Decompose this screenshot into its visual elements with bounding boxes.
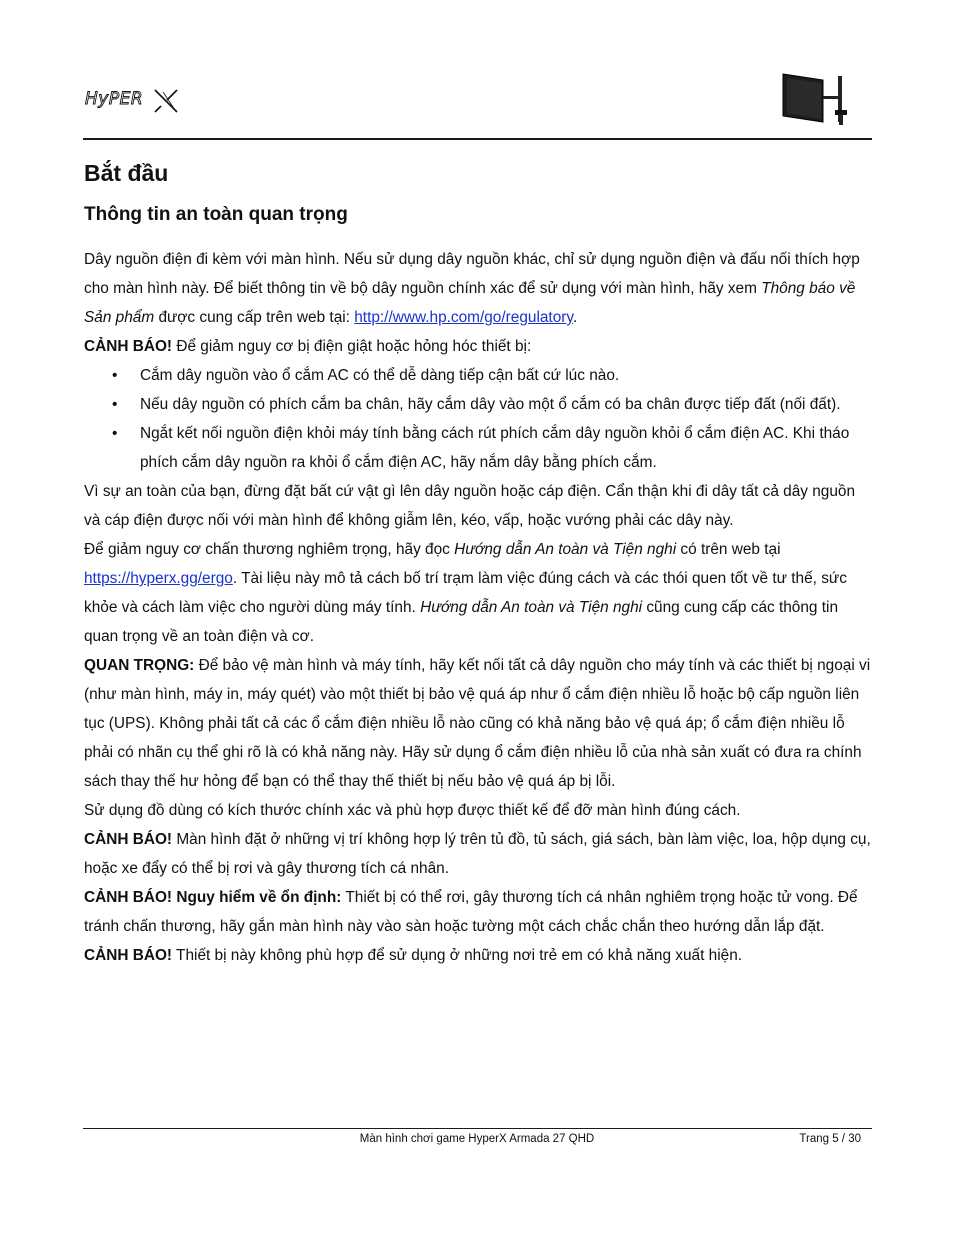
- italic-text: Hướng dẫn An toàn và Tiện nghi: [420, 599, 643, 616]
- document-body: [84, 245, 874, 970]
- list-item: • Nếu dây nguồn có phích cắm ba chân, hãy cắm dây vào một ổ cắm có ba chân được tiếp đất (nối đất).: [84, 390, 874, 419]
- text: Thiết bị có thể rơi, gây thương tích cá nhân nghiêm trọng hoặc tử vong. Để tránh chấn thương, hãy gắn màn hình này vào sàn hoặc tường một cách chắc chắn theo hướng dẫn lắp đặt.: [84, 889, 858, 935]
- section-title: Thông tin an toàn quan trọng: [84, 204, 348, 225]
- warning-label: CẢNH BÁO! Nguy hiểm về ổn định:: [84, 889, 342, 906]
- warning-label: CẢNH BÁO!: [84, 338, 173, 355]
- warning-electric-shock: [84, 332, 874, 361]
- paragraph-power-cord: [84, 245, 874, 332]
- text: Màn hình đặt ở những vị trí không hợp lý trên tủ đồ, tủ sách, giá sách, bàn làm việc, loa, hộp dụng cụ, hoặc xe đẩy có thể bị rơi và gây thương tích cá nhân.: [84, 831, 871, 877]
- paragraph-cable-safety: Vì sự an toàn của bạn, đừng đặt bất cứ vật gì lên dây nguồn hoặc cáp điện. Cẩn thận khi đi dây tất cả dây nguồn và cáp điện được nối với màn hình để không giẫm lên, kéo, vấp, hoặc vướng phải các dây này.: [84, 483, 856, 529]
- warning-label: CẢNH BÁO!: [84, 831, 173, 848]
- page-number: Trang 5 / 30: [799, 1133, 861, 1145]
- list-item: • Ngắt kết nối nguồn điện khỏi máy tính bằng cách rút phích cắm dây nguồn khỏi ổ cắm điện AC. Khi tháo phích cắm dây nguồn ra khỏi ổ cắm điện AC, hãy nắm dây bằng phích cắm.: [84, 419, 874, 477]
- paragraph-ergonomics: [84, 535, 874, 651]
- text: được cung cấp trên web tại:: [154, 309, 355, 326]
- paragraph-important: [84, 651, 874, 796]
- regulatory-link[interactable]: http://www.hp.com/go/regulatory: [354, 309, 573, 326]
- page-title: Bắt đầu: [84, 160, 169, 186]
- warning-children: [84, 941, 874, 970]
- text: Để giảm nguy cơ bị điện giật hoặc hỏng hóc thiết bị:: [172, 338, 532, 355]
- footer-title: Màn hình chơi game HyperX Armada 27 QHD: [359, 1133, 595, 1145]
- paragraph-furniture: Sử dụng đồ dùng có kích thước chính xác và phù hợp được thiết kế để đỡ màn hình đúng cách.: [84, 802, 741, 819]
- header-divider: [83, 138, 872, 140]
- bullet-list: [84, 361, 874, 477]
- text: Thiết bị này không phù hợp để sử dụng ở những nơi trẻ em có khả năng xuất hiện.: [172, 947, 743, 964]
- footer-divider: [83, 1128, 872, 1129]
- italic-text: Hướng dẫn An toàn và Tiện nghi: [454, 541, 677, 558]
- svg-text:HyPER: HyPER: [85, 89, 144, 109]
- italic-text: Thông báo về Sản phẩm: [84, 280, 856, 326]
- warning-stability: [84, 883, 874, 941]
- warning-placement: [84, 825, 874, 883]
- hyperx-logo-icon: [83, 80, 183, 121]
- list-item: • Cắm dây nguồn vào ổ cắm AC có thể dễ dàng tiếp cận bất cứ lúc nào.: [84, 361, 874, 390]
- text: .: [572, 309, 578, 326]
- text: cũng cung cấp các thông tin quan trọng về an toàn điện và cơ.: [84, 599, 839, 645]
- page-header: [83, 70, 873, 140]
- text: . Tài liệu này mô tả cách bố trí trạm làm việc đúng cách và các thói quen tốt về tư thế, sức khỏe và cách làm việc cho người dùng máy tính.: [84, 570, 847, 616]
- text: Dây nguồn điện đi kèm với màn hình. Nếu sử dụng dây nguồn khác, chỉ sử dụng nguồn điện và đấu nối thích hợp cho màn hình này. Để biết thông tin về bộ dây nguồn chính xác để sử dụng với màn hình, hãy xem: [84, 251, 860, 297]
- monitor-arm-icon: [781, 72, 853, 133]
- text: Để bảo vệ màn hình và máy tính, hãy kết nối tất cả dây nguồn cho máy tính và các thiết bị ngoại vi (như màn hình, máy in, máy quét) vào một thiết bị bảo vệ quá áp như ổ cắm điện nhiều lỗ hoặc bộ cấp nguồn liên tục (UPS). Không phải tất cả các ổ cắm điện nhiều lỗ nào cũng có khả năng bảo vệ quá áp; ổ cắm điện nhiều lỗ phải có nhãn cụ thể ghi rõ là có khả năng này. Hãy sử dụng ổ cắm điện nhiều lỗ của nhà sản xuất có đưa ra chính sách thay thế hư hỏng để bạn có thể thay thế thiết bị nếu bảo vệ quá áp bị lỗi.: [84, 657, 871, 790]
- ergo-link[interactable]: https://hyperx.gg/ergo: [84, 570, 233, 587]
- text: Để giảm nguy cơ chấn thương nghiêm trọng, hãy đọc: [84, 541, 455, 558]
- warning-label: CẢNH BÁO!: [84, 947, 173, 964]
- important-label: QUAN TRỌNG:: [84, 657, 195, 674]
- text: có trên web tại: [676, 541, 781, 558]
